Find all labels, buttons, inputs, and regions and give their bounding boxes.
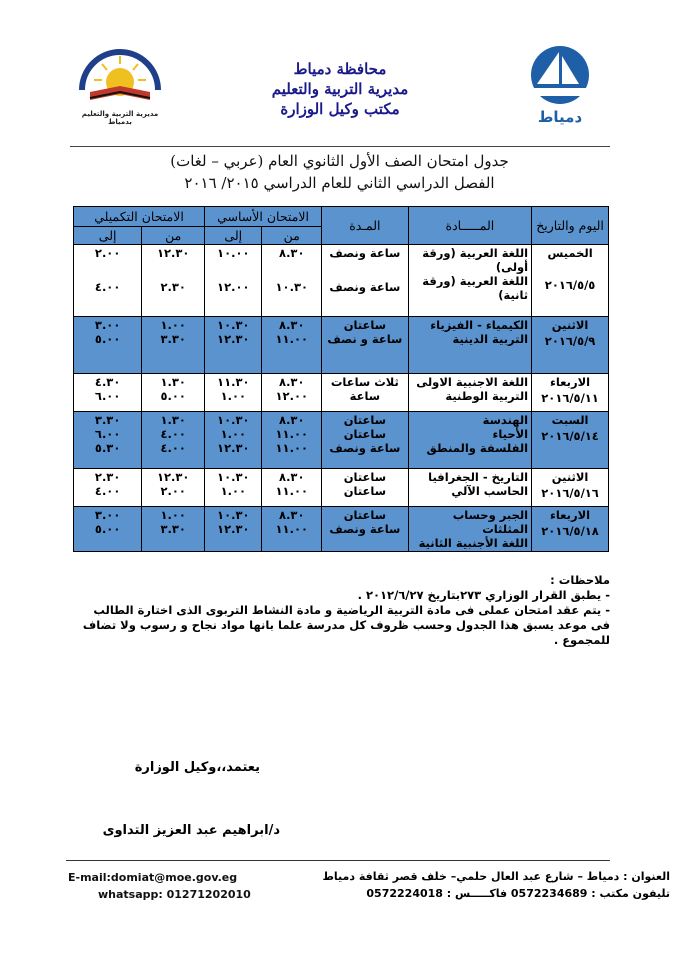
supp-to-line: ٢.٣٠	[94, 470, 121, 484]
header-governorate: محافظة دمياط	[293, 60, 387, 78]
basic-to-line: ١٠.٣٠	[217, 508, 250, 522]
day-date: ٢٠١٦/٥/٥	[544, 278, 596, 292]
cell-basic-from	[262, 469, 322, 507]
basic-to-line: ١٢.٣٠	[217, 332, 250, 346]
supp-to-line: ٤.٣٠	[94, 375, 121, 389]
footer-address: العنوان : دمياط – شارع عبد العال حلمي– خلف قصر ثقافة دمياط	[322, 870, 670, 883]
cell-supp-from	[142, 374, 205, 412]
basic-from-line: ٨.٣٠	[279, 470, 305, 484]
cell-duration	[322, 317, 409, 374]
sun-book-emblem-icon	[72, 42, 168, 106]
cell-subject	[408, 245, 531, 317]
subject-line: التربية الوطنية	[445, 389, 529, 403]
subject-line: الهندسة	[482, 413, 529, 427]
duration-line: ساعة	[349, 389, 381, 403]
subject-line: الجبر وحساب المثلثات	[452, 508, 529, 536]
header-supp-to: إلى	[74, 227, 142, 245]
footer-whatsapp: whatsapp: 01271202010	[98, 888, 251, 901]
supp-from-line: ٣.٣٠	[160, 522, 186, 536]
supp-from-line: ١.٠٠	[160, 508, 186, 522]
schedule-title: جدول امتحان الصف الأول الثانوي العام (عربي – لغات)	[170, 152, 509, 170]
cell-supp-to	[74, 507, 142, 552]
supp-to-line: ٥.٠٠	[94, 522, 121, 536]
subject-line: اللغة الأجنبية الثانية	[418, 536, 529, 550]
supp-to-line: ٣.٠٠	[94, 508, 121, 522]
duration-line: ثلاث ساعات	[330, 375, 399, 389]
cell-basic-to	[205, 317, 262, 374]
day-name: الخميس	[547, 246, 593, 260]
sailboat-icon	[515, 44, 605, 106]
table-row	[74, 412, 609, 469]
header-basic-to: إلى	[205, 227, 262, 245]
basic-to-line: ١٠.٣٠	[217, 470, 250, 484]
subject-line: الأحياء	[492, 427, 529, 441]
basic-from-line: ١١.٠٠	[275, 332, 308, 346]
cell-supp-from	[142, 245, 205, 317]
table-row	[74, 374, 609, 412]
table-row	[74, 507, 609, 552]
header-supp-exam: الامتحان التكميلي	[74, 207, 205, 227]
supp-to-line: ٦.٠٠	[94, 427, 121, 441]
table-row	[74, 469, 609, 507]
cell-duration	[322, 469, 409, 507]
basic-from-line: ٨.٣٠	[279, 375, 305, 389]
duration-line: ساعتان	[343, 427, 387, 441]
cell-basic-from	[262, 374, 322, 412]
basic-from-line: ٨.٣٠	[279, 318, 305, 332]
basic-to-line: ١٠.٣٠	[217, 413, 250, 427]
cell-duration	[322, 412, 409, 469]
header-directorate: مديرية التربية والتعليم	[271, 80, 409, 98]
note-item-1: - يطبق القرار الوزاري ٢٧٣بتاريخ ٢٠١٢/٦/٢٧ .	[357, 588, 610, 602]
supp-from-line: ٥.٠٠	[160, 389, 186, 403]
header-day: اليوم والتاريخ	[532, 207, 609, 245]
cell-basic-to	[205, 245, 262, 317]
supp-to-line: ٢.٠٠	[94, 246, 121, 260]
cell-day	[532, 374, 609, 412]
duration-line: ساعتان	[343, 470, 387, 484]
cell-day	[532, 317, 609, 374]
cell-basic-to	[205, 412, 262, 469]
cell-supp-from	[142, 317, 205, 374]
basic-from-line: ١٢.٠٠	[275, 389, 308, 403]
day-name: الاربعاء	[549, 508, 591, 522]
header-basic-exam: الامتحان الأساسي	[205, 207, 322, 227]
day-name: الاثنين	[551, 470, 589, 484]
notes-section	[74, 573, 610, 648]
supp-from-line: ٣.٣٠	[160, 332, 186, 346]
duration-line: ساعة ونصف	[329, 522, 401, 536]
cell-supp-from	[142, 412, 205, 469]
basic-to-line: ١.٠٠	[220, 484, 246, 498]
cell-duration	[322, 507, 409, 552]
cell-supp-to	[74, 245, 142, 317]
basic-to-line: ١.٠٠	[220, 427, 246, 441]
basic-from-line: ٨.٣٠	[279, 246, 305, 260]
subject-line: الكيمياء - الفيزياء	[430, 318, 529, 332]
subject-line: الحاسب الآلي	[451, 484, 529, 498]
cell-basic-from	[262, 245, 322, 317]
cell-subject	[408, 469, 531, 507]
duration-line: ساعة ونصف	[329, 441, 401, 455]
signatory-name: د/ابراهيم عبد العزيز التداوى	[102, 823, 280, 838]
supp-from-line: ١٢.٣٠	[156, 470, 190, 484]
cell-subject	[408, 374, 531, 412]
cell-basic-to	[205, 374, 262, 412]
footer-email: E-mail:domiat@moe.gov.eg	[68, 871, 238, 884]
damietta-logo	[515, 44, 605, 124]
right-logo-text: دمياط	[537, 108, 583, 126]
day-name: الاثنين	[551, 318, 589, 332]
cell-supp-from	[142, 507, 205, 552]
left-logo-caption: مديرية التربية والتعليم بدمياط	[81, 110, 159, 126]
day-name: السبت	[551, 413, 589, 427]
day-date: ٢٠١٦/٥/١١	[541, 391, 599, 405]
cell-basic-from	[262, 317, 322, 374]
table-row	[74, 317, 609, 374]
basic-from-line: ١١.٠٠	[275, 484, 308, 498]
cell-day	[532, 245, 609, 317]
note-item-2: - يتم عقد امتحان عملى فى مادة التربية الرياضية و مادة النشاط التربوى الذى اختارة الطالب فى موعد يسبق هذا الجدول وحسب ظروف كل مدرسة علما بانها مواد نجاح و رسوب ولا تضاف للمجموع .	[82, 603, 610, 647]
duration-line: ساعتان	[343, 318, 387, 332]
cell-basic-from	[262, 507, 322, 552]
duration-line: ساعة و نصف	[327, 332, 403, 346]
cell-duration	[322, 245, 409, 317]
supp-to-line: ٣.٣٠	[94, 413, 121, 427]
day-date: ٢٠١٦/٥/١٨	[541, 524, 599, 538]
subject-line: اللغة العربية (ورقة ثانية)	[422, 274, 529, 302]
notes-title: ملاحظات :	[550, 573, 610, 587]
subject-line: التربية الدينية	[452, 332, 529, 346]
basic-from-line: ١١.٠٠	[275, 522, 308, 536]
cell-day	[532, 507, 609, 552]
header-supp-from: من	[142, 227, 205, 245]
basic-to-line: ١٢.٣٠	[217, 522, 250, 536]
schedule-subtitle: الفصل الدراسي الثاني للعام الدراسي ٢٠١٥/ ٢٠١٦	[184, 174, 495, 192]
cell-subject	[408, 412, 531, 469]
subject-line: التاريخ - الجغرافيا	[428, 470, 529, 484]
basic-from-line: ٨.٣٠	[279, 413, 305, 427]
basic-to-line: ١٠.٣٠	[217, 318, 250, 332]
duration-line: ساعة ونصف	[329, 246, 401, 260]
duration-line: ساعتان	[343, 413, 387, 427]
basic-to-line: ١٢.٠٠	[217, 280, 250, 294]
duration-line: ساعة ونصف	[329, 280, 401, 294]
duration-line: ساعتان	[343, 508, 387, 522]
subject-line: اللغة الاجنبية الاولى	[416, 375, 529, 389]
duration-line: ساعتان	[343, 484, 387, 498]
supp-to-line: ٥.٠٠	[94, 332, 121, 346]
supp-from-line: ١.٣٠	[160, 413, 186, 427]
basic-from-line: ١٠.٣٠	[275, 280, 308, 294]
header-subject: المـــــادة	[408, 207, 531, 245]
cell-basic-to	[205, 469, 262, 507]
cell-supp-to	[74, 412, 142, 469]
cell-supp-to	[74, 469, 142, 507]
supp-from-line: ٤.٠٠	[160, 441, 186, 455]
basic-to-line: ١٠.٠٠	[217, 246, 250, 260]
basic-to-line: ١١.٣٠	[217, 375, 250, 389]
header-office: مكتب وكيل الوزارة	[280, 100, 400, 118]
cell-subject	[408, 317, 531, 374]
basic-from-line: ١١.٠٠	[275, 427, 308, 441]
approval-text: يعتمد،،وكيل الوزارة	[134, 760, 260, 775]
header-divider	[70, 146, 610, 147]
cell-basic-to	[205, 507, 262, 552]
subject-line: اللغة العربية (ورقة أولى)	[422, 246, 529, 274]
schedule-table-wrap	[73, 206, 609, 552]
footer-divider	[66, 860, 610, 861]
day-date: ٢٠١٦/٥/٩	[544, 334, 596, 348]
supp-from-line: ٢.٣٠	[160, 280, 186, 294]
day-name: الاربعاء	[549, 375, 591, 389]
cell-duration	[322, 374, 409, 412]
cell-supp-to	[74, 374, 142, 412]
supp-to-line: ٤.٠٠	[94, 280, 121, 294]
supp-from-line: ٤.٠٠	[160, 427, 186, 441]
directorate-logo	[72, 42, 168, 126]
table-row	[74, 245, 609, 317]
header-duration: المـدة	[322, 207, 409, 245]
subject-line: الفلسفة والمنطق	[426, 441, 529, 455]
basic-from-line: ١١.٠٠	[275, 441, 308, 455]
basic-to-line: ١٢.٣٠	[217, 441, 250, 455]
basic-to-line: ١.٠٠	[220, 389, 246, 403]
supp-from-line: ١.٣٠	[160, 375, 186, 389]
supp-to-line: ٦.٠٠	[94, 389, 121, 403]
footer-phone: تليفون مكتب : 0572234689 فاكـــــس : 0572224018	[366, 887, 670, 900]
cell-basic-from	[262, 412, 322, 469]
day-date: ٢٠١٦/٥/١٦	[541, 486, 599, 500]
supp-to-line: ٤.٠٠	[94, 484, 121, 498]
header-basic-from: من	[262, 227, 322, 245]
cell-day	[532, 412, 609, 469]
schedule-table	[73, 206, 609, 552]
basic-from-line: ٨.٣٠	[279, 508, 305, 522]
supp-to-line: ٣.٠٠	[94, 318, 121, 332]
cell-supp-to	[74, 317, 142, 374]
supp-from-line: ١.٠٠	[160, 318, 186, 332]
cell-subject	[408, 507, 531, 552]
supp-to-line: ٥.٣٠	[94, 441, 121, 455]
supp-from-line: ١٢.٣٠	[156, 246, 190, 260]
cell-supp-from	[142, 469, 205, 507]
cell-day	[532, 469, 609, 507]
day-date: ٢٠١٦/٥/١٤	[541, 429, 599, 443]
supp-from-line: ٢.٠٠	[160, 484, 186, 498]
